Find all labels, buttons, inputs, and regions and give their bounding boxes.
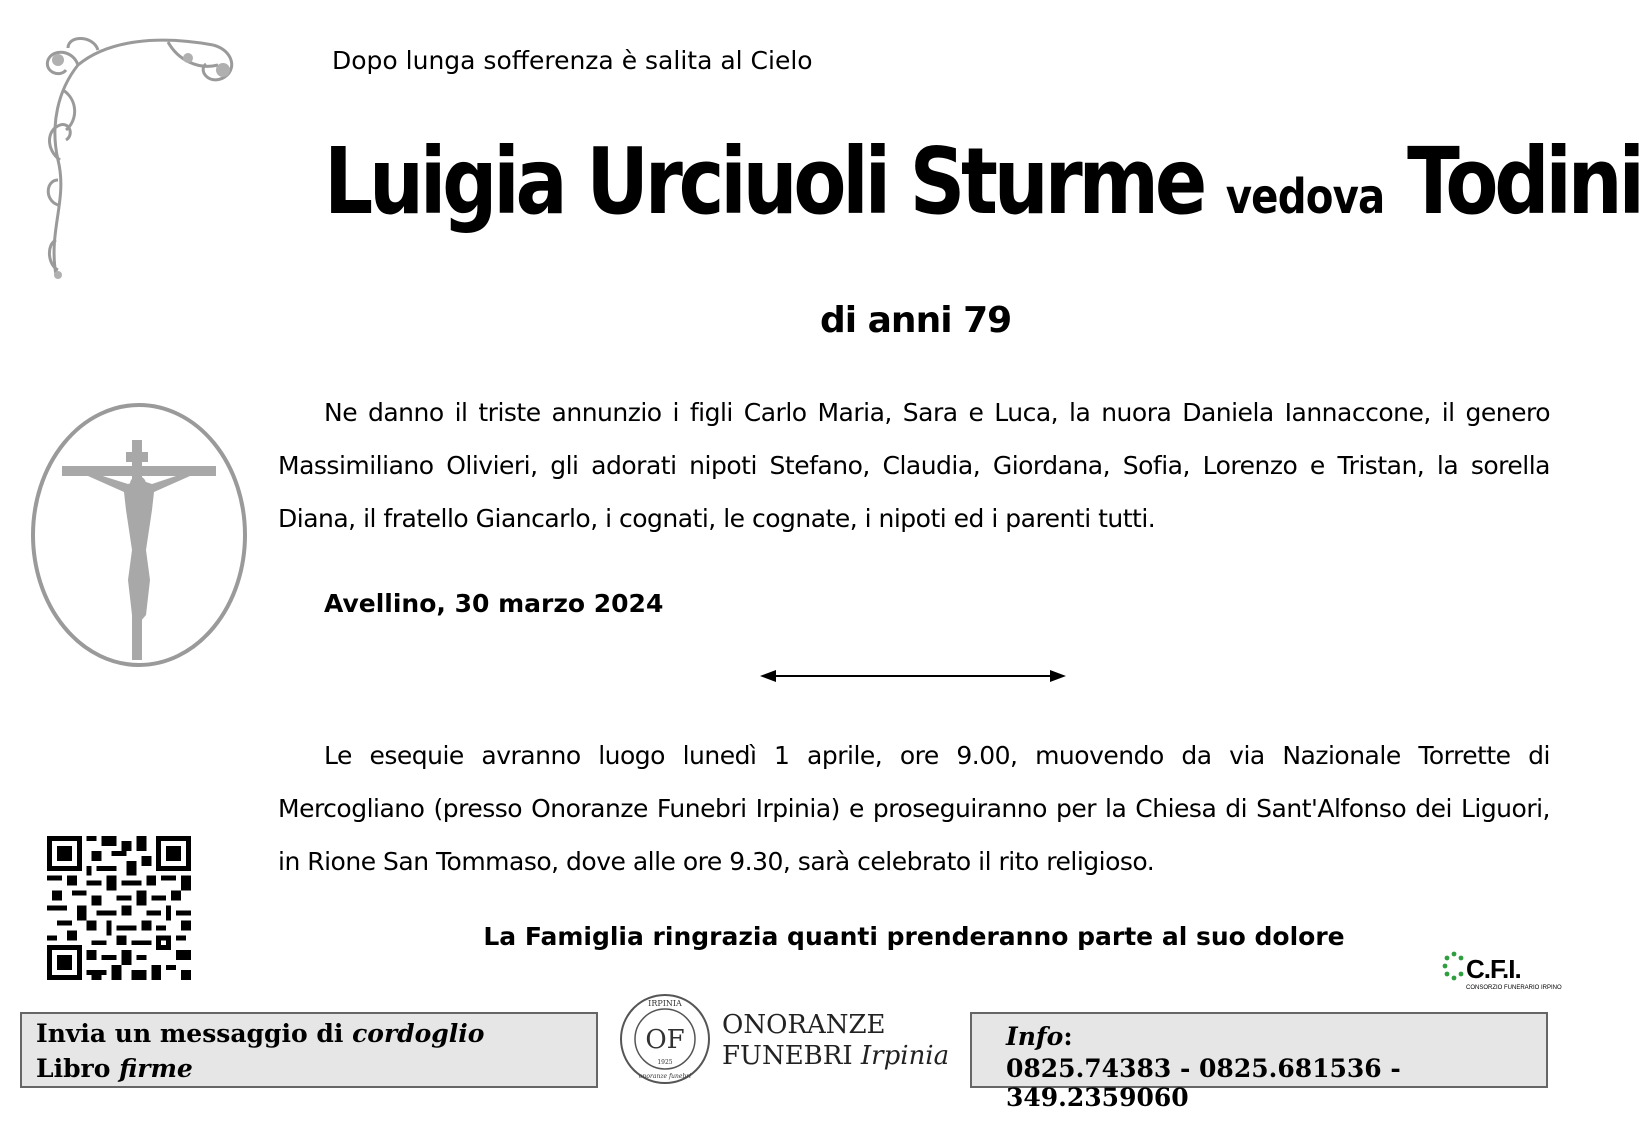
cfi-logo-icon — [1442, 950, 1466, 984]
condolence-link-text: Invia un messaggio di — [36, 1019, 353, 1048]
intro-line: Dopo lunga sofferenza è salita al Cielo — [332, 46, 813, 75]
info-phones[interactable]: 0825.74383 - 0825.681536 - 349.2359060 — [1006, 1054, 1401, 1112]
guestbook-link-text: Libro — [36, 1054, 120, 1083]
guestbook-link[interactable] — [36, 1054, 193, 1083]
thanks-line: La Famiglia ringrazia quanti prenderanno parte al suo dolore — [483, 922, 1345, 951]
announcement-text: Ne danno il triste annunzio i figli Carlo Maria, Sara e Luca, la nuora Daniela Iannaccone, il genero Massimiliano Olivieri, gli adorati nipoti Stefano, Claudia, Giordana, Sofia, Lorenzo e Tristan, la sorella Diana, il fratello Giancarlo, i cognati, le cognate, i nipoti ed i parenti tutti. — [278, 398, 1550, 533]
seal-bottom-text: onoranze funebri — [638, 1073, 692, 1080]
agency-seal-logo-icon — [618, 992, 712, 1086]
qr-code-icon[interactable] — [46, 836, 192, 980]
age-line: di anni 79 — [820, 300, 1012, 341]
seal-year: 1925 — [657, 1059, 673, 1066]
seal-monogram: OF — [645, 1025, 685, 1055]
guestbook-link-italic: firme — [119, 1054, 193, 1083]
crucifix-icon — [28, 400, 252, 672]
agency-name-line2 — [722, 1041, 949, 1072]
widow-word: vedova — [1225, 169, 1385, 225]
cfi-logo-subtitle: CONSORZIO FUNERARIO IRPINO — [1466, 985, 1562, 991]
deceased-name — [324, 128, 1641, 235]
info-label — [1006, 1022, 1073, 1051]
husband-surname: Todini — [1407, 128, 1641, 235]
announcement-paragraph — [278, 386, 1550, 545]
condolence-link[interactable] — [36, 1019, 484, 1048]
place-date: Avellino, 30 marzo 2024 — [324, 589, 664, 618]
double-arrow-divider-icon — [760, 666, 1066, 686]
deceased-main-name: Luigia Urciuoli Sturme — [324, 128, 1204, 235]
agency-name — [722, 1010, 949, 1072]
info-label-text: Info — [1006, 1022, 1064, 1051]
seal-top-text: IRPINIA — [648, 999, 682, 1008]
agency-name-line2-text: FUNEBRI — [722, 1041, 861, 1071]
cfi-logo-text: C.F.I. — [1466, 954, 1521, 984]
funeral-paragraph — [278, 729, 1550, 888]
agency-name-line1: ONORANZE — [722, 1010, 886, 1040]
agency-name-line2-italic: Irpinia — [860, 1041, 950, 1071]
info-label-colon: : — [1063, 1022, 1073, 1051]
info-box — [970, 1012, 1548, 1112]
funeral-text: Le esequie avranno luogo lunedì 1 aprile, ore 9.00, muovendo da via Nazionale Torrette di Mercogliano (presso Onoranze Funebri Irpinia) e proseguiranno per la Chiesa di Sant'Alfonso dei Liguori, in Rione San Tommaso, dove alle ore 9.30, sarà celebrato il rito religioso. — [278, 741, 1550, 876]
condolence-link-italic: cordoglio — [352, 1019, 485, 1048]
condolence-box[interactable] — [20, 1012, 598, 1088]
corner-ornament-icon — [38, 30, 248, 285]
